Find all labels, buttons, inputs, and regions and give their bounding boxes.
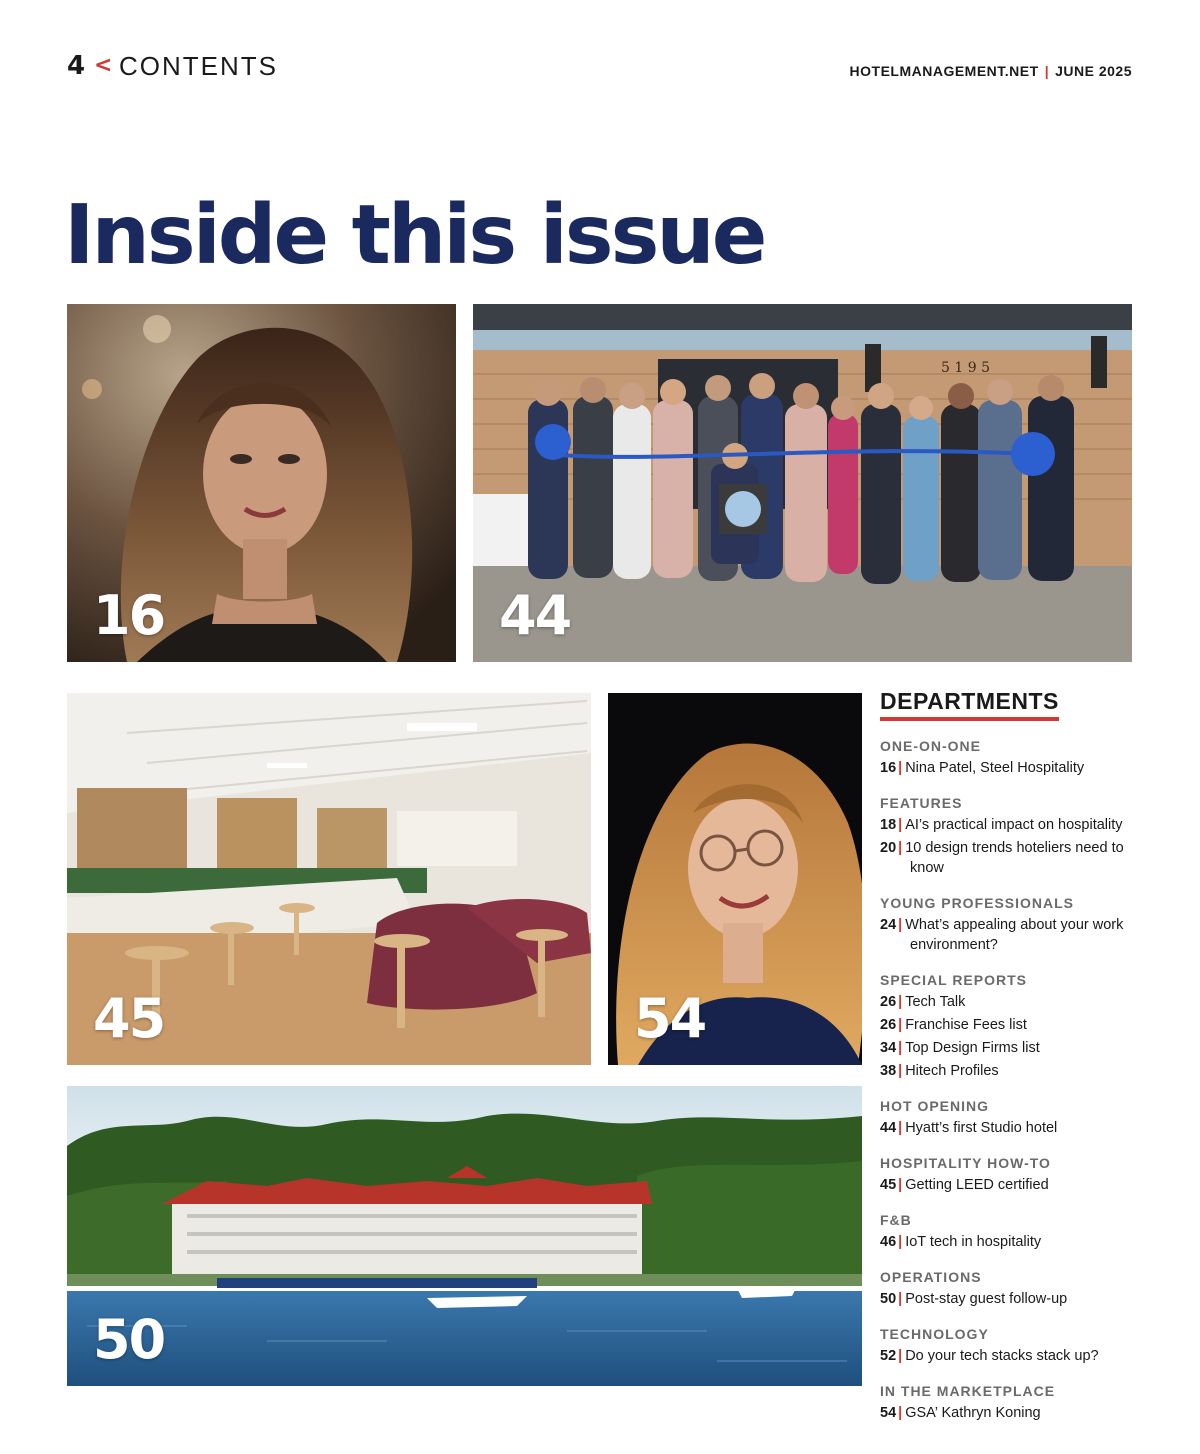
entry-page-number: 44 — [880, 1120, 897, 1136]
entry-separator: | — [898, 760, 903, 776]
entry-separator: | — [898, 994, 903, 1010]
page-ref-50: 50 — [93, 1308, 165, 1371]
page-number: 4 — [67, 51, 86, 81]
toc-entry[interactable] — [880, 1015, 1140, 1035]
toc-entry[interactable] — [880, 1175, 1140, 1195]
entry-title: What’s appealing about your work environment? — [905, 917, 1124, 953]
lakeside-resort-image — [67, 1086, 862, 1386]
entry-page-number: 26 — [880, 994, 897, 1010]
entry-title: Do your tech stacks stack up? — [905, 1348, 1099, 1364]
entry-title: AI’s practical impact on hospitality — [905, 817, 1123, 833]
photo-54[interactable] — [608, 693, 862, 1065]
entry-title: Franchise Fees list — [905, 1017, 1027, 1033]
entry-title: IoT tech in hospitality — [905, 1234, 1042, 1250]
photo-44[interactable] — [473, 304, 1132, 662]
department-category: HOSPITALITY HOW-TO — [880, 1155, 1051, 1171]
photo-45[interactable] — [67, 693, 591, 1065]
departments-list — [880, 737, 1140, 1423]
ribbon-cutting-image — [473, 304, 1132, 662]
entry-title: Hyatt’s first Studio hotel — [905, 1120, 1058, 1136]
toc-entry[interactable] — [880, 1232, 1140, 1252]
departments-panel — [880, 688, 1140, 1423]
separator: | — [1044, 63, 1050, 79]
entry-separator: | — [898, 1234, 903, 1250]
entry-separator: | — [898, 917, 903, 933]
toc-entry[interactable] — [880, 1346, 1140, 1366]
department-category: FEATURES — [880, 795, 963, 811]
entry-page-number: 16 — [880, 760, 897, 776]
toc-entry[interactable] — [880, 1403, 1140, 1423]
toc-entry[interactable] — [880, 1289, 1140, 1309]
entry-page-number: 50 — [880, 1291, 897, 1307]
entry-separator: | — [898, 817, 903, 833]
entry-title: Top Design Firms list — [905, 1040, 1040, 1056]
page-ref-44: 44 — [499, 584, 571, 647]
page-ref-54: 54 — [634, 987, 706, 1050]
address-sign: 5 1 9 5 — [941, 360, 990, 376]
entry-title: Post-stay guest follow-up — [905, 1291, 1068, 1307]
toc-entry[interactable] — [880, 1061, 1140, 1081]
entry-separator: | — [898, 1348, 903, 1364]
masthead-info — [850, 62, 1132, 80]
toc-entry[interactable] — [880, 758, 1140, 778]
entry-title: Tech Talk — [905, 994, 966, 1010]
toc-entry[interactable] — [880, 1038, 1140, 1058]
entry-separator: | — [898, 1063, 903, 1079]
toc-entry[interactable] — [880, 915, 1140, 955]
entry-page-number: 34 — [880, 1040, 897, 1056]
entry-page-number: 20 — [880, 840, 897, 856]
photo-16[interactable] — [67, 304, 456, 662]
department-category: SPECIAL REPORTS — [880, 972, 1027, 988]
entry-title: Nina Patel, Steel Hospitality — [905, 760, 1085, 776]
chevron-left-icon: < — [94, 53, 113, 78]
department-category: YOUNG PROFESSIONALS — [880, 895, 1075, 911]
entry-separator: | — [898, 1177, 903, 1193]
entry-page-number: 24 — [880, 917, 897, 933]
entry-title: Getting LEED certified — [905, 1177, 1049, 1193]
entry-title: 10 design trends hoteliers need to know — [905, 840, 1124, 876]
department-category: TECHNOLOGY — [880, 1326, 989, 1342]
entry-page-number: 52 — [880, 1348, 897, 1364]
section-label: CONTENTS — [119, 51, 278, 81]
entry-title: Hitech Profiles — [905, 1063, 999, 1079]
entry-page-number: 46 — [880, 1234, 897, 1250]
toc-entry[interactable] — [880, 838, 1140, 878]
photo-50[interactable] — [67, 1086, 862, 1386]
entry-separator: | — [898, 840, 903, 856]
entry-title: GSA’ Kathryn Koning — [905, 1405, 1041, 1421]
department-category: OPERATIONS — [880, 1269, 982, 1285]
entry-separator: | — [898, 1017, 903, 1033]
entry-separator: | — [898, 1291, 903, 1307]
entry-page-number: 18 — [880, 817, 897, 833]
entry-page-number: 26 — [880, 1017, 897, 1033]
site-name: HOTELMANAGEMENT.NET — [849, 63, 1039, 79]
departments-heading: DEPARTMENTS — [880, 688, 1059, 721]
entry-separator: | — [898, 1120, 903, 1136]
entry-page-number: 38 — [880, 1063, 897, 1079]
department-category: F&B — [880, 1212, 912, 1228]
page-ref-45: 45 — [93, 987, 165, 1050]
entry-page-number: 45 — [880, 1177, 897, 1193]
toc-entry[interactable] — [880, 1118, 1140, 1138]
toc-entry[interactable] — [880, 815, 1140, 835]
department-category: HOT OPENING — [880, 1098, 990, 1114]
entry-separator: | — [898, 1040, 903, 1056]
department-category: ONE-ON-ONE — [880, 738, 981, 754]
department-category: IN THE MARKETPLACE — [880, 1383, 1056, 1399]
entry-separator: | — [898, 1405, 903, 1421]
page-title: Inside this issue — [64, 188, 765, 283]
issue-date: JUNE 2025 — [1055, 63, 1132, 79]
toc-entry[interactable] — [880, 992, 1140, 1012]
entry-page-number: 54 — [880, 1405, 897, 1421]
page-ref-16: 16 — [93, 584, 165, 647]
